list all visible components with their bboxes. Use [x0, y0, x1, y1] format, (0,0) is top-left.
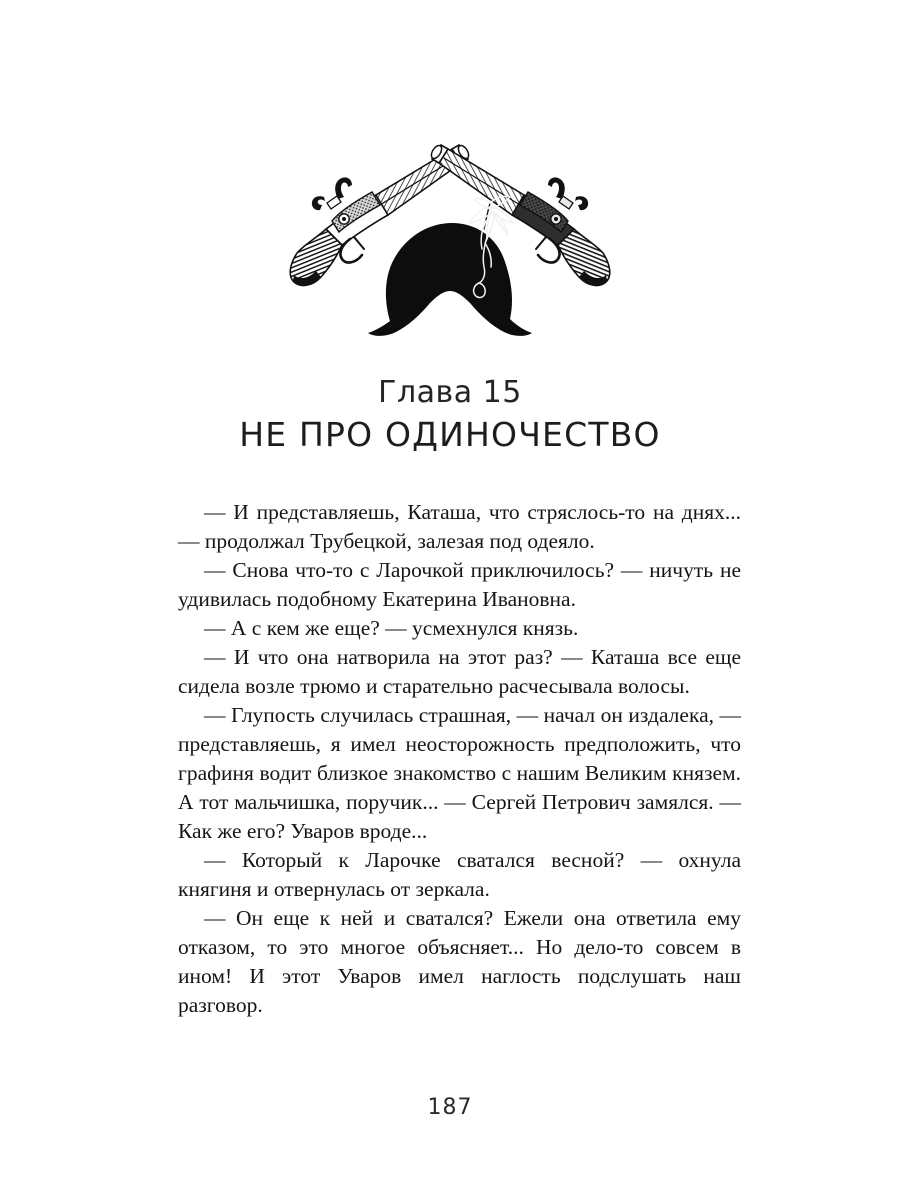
paragraph: — И представляешь, Каташа, что стряслось-то на днях... — продолжал Трубецкой, залезая под одеяло. — [178, 500, 741, 553]
paragraph: — Он еще к ней и сватался? Ежели она ответила ему отказом, то это многое объясняет... Но дело-то совсем в ином! И этот Уваров имел наглость подслушать наш разговор. — [178, 906, 741, 1017]
chapter-body-text — [178, 498, 741, 1020]
paragraph: — А с кем же еще? — усмехнулся князь. — [204, 616, 579, 640]
paragraph: — Снова что-то с Ларочкой приключилось? — ничуть не удивилась подобному Екатерина Ивановна. — [178, 558, 741, 611]
paragraph: — Глупость случилась страшная, — начал он издалека, — представляешь, я имел неосторожность предположить, что графиня водит близкое знакомство с нашим Великим князем. А тот мальчишка, поручик... — Сергей Петрович замялся. — Как же его? Уваров вроде... — [178, 703, 741, 843]
page-number: 187 — [427, 1095, 473, 1120]
paragraph: — И что она натворила на этот раз? — Каташа все еще сидела возле трюмо и старательно расчесывала волосы. — [178, 645, 741, 698]
chapter-number: Глава 15 — [378, 375, 522, 410]
chapter-heading-block — [0, 376, 900, 455]
bicorne-hat — [368, 223, 532, 336]
paragraph: — Который к Ларочке сватался весной? — охнула княгиня и отвернулась от зеркала. — [178, 848, 741, 901]
chapter-illustration — [0, 120, 900, 345]
chapter-title: НЕ ПРО ОДИНОЧЕСТВО — [239, 414, 661, 454]
crossed-pistols-and-bicorne-hat-icon — [280, 125, 620, 340]
